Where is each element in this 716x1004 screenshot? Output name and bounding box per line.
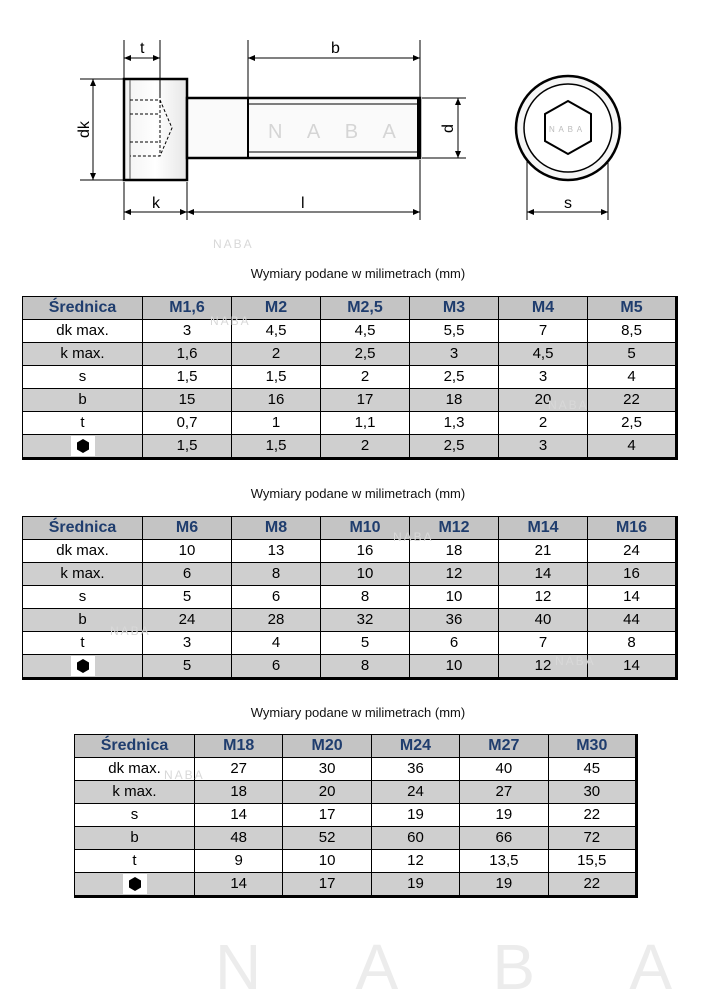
table-row — [75, 827, 637, 850]
table-cell: 44 — [588, 609, 677, 632]
header-size: M27 — [460, 735, 548, 758]
row-label: t — [75, 850, 195, 873]
table-cell: 16 — [232, 389, 321, 412]
table-cell: 36 — [410, 609, 499, 632]
dim-label-l: l — [301, 195, 305, 212]
row-label: k max. — [23, 343, 143, 366]
watermark-1: NABA — [210, 314, 251, 328]
table-cell: 1,5 — [143, 366, 232, 389]
table-row — [23, 366, 677, 389]
table-cell: 18 — [410, 540, 499, 563]
table-cell: 8 — [588, 632, 677, 655]
header-size: M1,6 — [143, 297, 232, 320]
table-cell: 36 — [371, 758, 459, 781]
table-row — [23, 563, 677, 586]
table-cell: 1,1 — [321, 412, 410, 435]
watermark-big: N A B A — [215, 931, 713, 1003]
dim-label-b: b — [331, 40, 340, 57]
row-label-hex-key — [75, 873, 195, 897]
table-cell: 27 — [460, 781, 548, 804]
header-size: M20 — [283, 735, 371, 758]
table-cell: 40 — [460, 758, 548, 781]
dimensions-table-3 — [74, 734, 638, 898]
table-cell: 13,5 — [460, 850, 548, 873]
table-cell: 40 — [499, 609, 588, 632]
table-cell: 3 — [499, 366, 588, 389]
table-cell: 2 — [232, 343, 321, 366]
table-cell: 52 — [283, 827, 371, 850]
table-cell: 5 — [321, 632, 410, 655]
dim-label-t: t — [140, 40, 145, 57]
table-cell: 48 — [195, 827, 283, 850]
table-cell: 3 — [410, 343, 499, 366]
table-cell: 5 — [588, 343, 677, 366]
row-label: t — [23, 632, 143, 655]
table-cell: 4,5 — [232, 320, 321, 343]
table-cell: 20 — [499, 389, 588, 412]
table-cell: 1,5 — [232, 366, 321, 389]
watermark-2: NABA — [548, 398, 589, 412]
table-cell: 1,5 — [143, 435, 232, 459]
table-cell: 8 — [321, 586, 410, 609]
table-cell: 12 — [371, 850, 459, 873]
header-diameter: Średnica — [23, 517, 143, 540]
table-cell: 4 — [588, 435, 677, 459]
table-cell: 8,5 — [588, 320, 677, 343]
table-cell: 15,5 — [548, 850, 636, 873]
header-diameter: Średnica — [75, 735, 195, 758]
header-size: M3 — [410, 297, 499, 320]
table-3-caption: Wymiary podane w milimetrach (mm) — [250, 705, 466, 720]
header-size: M18 — [195, 735, 283, 758]
hexagon-icon — [71, 656, 95, 676]
table-cell: 2 — [321, 435, 410, 459]
table-cell: 16 — [321, 540, 410, 563]
table-row — [75, 781, 637, 804]
hexagon-icon — [123, 874, 147, 894]
table-cell: 8 — [232, 563, 321, 586]
dimensions-table-1 — [22, 296, 678, 460]
table-cell: 10 — [283, 850, 371, 873]
table-cell: 8 — [321, 655, 410, 679]
table-cell: 18 — [410, 389, 499, 412]
table-cell: 22 — [548, 873, 636, 897]
header-size: M4 — [499, 297, 588, 320]
watermark-7: NABA — [213, 237, 254, 251]
table-cell: 10 — [143, 540, 232, 563]
table-row — [23, 343, 677, 366]
row-label: dk max. — [75, 758, 195, 781]
table-cell: 2 — [321, 366, 410, 389]
row-label: s — [23, 366, 143, 389]
header-size: M24 — [371, 735, 459, 758]
table-cell: 5 — [143, 586, 232, 609]
table-cell: 22 — [588, 389, 677, 412]
table-cell: 6 — [232, 655, 321, 679]
table-cell: 14 — [499, 563, 588, 586]
table-cell: 12 — [410, 563, 499, 586]
table-row — [23, 609, 677, 632]
table-cell: 14 — [588, 655, 677, 679]
table-cell: 2,5 — [588, 412, 677, 435]
hexagon-icon — [71, 436, 95, 456]
row-label-hex-key — [23, 655, 143, 679]
row-label-hex-key — [23, 435, 143, 459]
table-cell: 4,5 — [499, 343, 588, 366]
watermark-4: NABA — [110, 624, 151, 638]
table-cell: 14 — [195, 873, 283, 897]
dim-label-k: k — [152, 195, 160, 212]
table-cell: 1 — [232, 412, 321, 435]
table-cell: 17 — [283, 804, 371, 827]
row-label: b — [75, 827, 195, 850]
header-size: M14 — [499, 517, 588, 540]
dim-label-d: d — [440, 124, 457, 133]
header-size: M2 — [232, 297, 321, 320]
table-cell: 5 — [143, 655, 232, 679]
table-cell: 3 — [143, 632, 232, 655]
table-row — [23, 435, 677, 459]
table-cell: 60 — [371, 827, 459, 850]
table-header-row — [75, 735, 637, 758]
screw-head-side-view — [124, 79, 187, 180]
table-cell: 10 — [321, 563, 410, 586]
table-row — [75, 850, 637, 873]
row-label: s — [75, 804, 195, 827]
table-row — [23, 389, 677, 412]
table-cell: 30 — [283, 758, 371, 781]
table-cell: 19 — [371, 804, 459, 827]
dim-label-dk: dk — [76, 121, 93, 138]
table-cell: 10 — [410, 586, 499, 609]
table-cell: 17 — [321, 389, 410, 412]
table-row — [75, 758, 637, 781]
table-cell: 3 — [499, 435, 588, 459]
row-label: k max. — [75, 781, 195, 804]
table-row — [23, 632, 677, 655]
screw-technical-drawing — [0, 0, 716, 240]
table-cell: 21 — [499, 540, 588, 563]
header-size: M6 — [143, 517, 232, 540]
table-header-row — [23, 297, 677, 320]
table-cell: 27 — [195, 758, 283, 781]
table-cell: 16 — [588, 563, 677, 586]
drawing-watermark: N A B A — [268, 121, 406, 143]
table-cell: 19 — [460, 873, 548, 897]
table-row — [75, 804, 637, 827]
table-row — [75, 873, 637, 897]
header-size: M16 — [588, 517, 677, 540]
table-cell: 4 — [232, 632, 321, 655]
watermark-6: NABA — [164, 768, 205, 782]
table-cell: 7 — [499, 320, 588, 343]
table-cell: 1,3 — [410, 412, 499, 435]
header-size: M10 — [321, 517, 410, 540]
table-cell: 3 — [143, 320, 232, 343]
table-cell: 2,5 — [410, 366, 499, 389]
table-1-caption: Wymiary podane w milimetrach (mm) — [250, 266, 466, 281]
table-cell: 4 — [588, 366, 677, 389]
row-label: dk max. — [23, 540, 143, 563]
table-cell: 66 — [460, 827, 548, 850]
table-cell: 1,6 — [143, 343, 232, 366]
row-label: t — [23, 412, 143, 435]
table-cell: 0,7 — [143, 412, 232, 435]
table-cell: 14 — [195, 804, 283, 827]
table-cell: 28 — [232, 609, 321, 632]
table-cell: 30 — [548, 781, 636, 804]
table-row — [23, 586, 677, 609]
table-cell: 2,5 — [410, 435, 499, 459]
table-cell: 2 — [499, 412, 588, 435]
row-label: dk max. — [23, 320, 143, 343]
table-cell: 72 — [548, 827, 636, 850]
table-cell: 45 — [548, 758, 636, 781]
screw-head-end-view — [516, 76, 620, 180]
table-cell: 24 — [143, 609, 232, 632]
header-size: M5 — [588, 297, 677, 320]
table-cell: 22 — [548, 804, 636, 827]
table-cell: 1,5 — [232, 435, 321, 459]
table-cell: 6 — [232, 586, 321, 609]
header-size: M30 — [548, 735, 636, 758]
header-diameter: Średnica — [23, 297, 143, 320]
table-cell: 6 — [410, 632, 499, 655]
table-cell: 2,5 — [321, 343, 410, 366]
watermark-3: NABA — [393, 530, 434, 544]
header-size: M8 — [232, 517, 321, 540]
table-cell: 7 — [499, 632, 588, 655]
row-label: b — [23, 609, 143, 632]
table-cell: 32 — [321, 609, 410, 632]
header-size: M2,5 — [321, 297, 410, 320]
table-cell: 6 — [143, 563, 232, 586]
row-label: b — [23, 389, 143, 412]
table-cell: 18 — [195, 781, 283, 804]
table-cell: 19 — [460, 804, 548, 827]
table-cell: 14 — [588, 586, 677, 609]
header-size: M12 — [410, 517, 499, 540]
table-row — [23, 655, 677, 679]
table-cell: 17 — [283, 873, 371, 897]
end-view-watermark: N A B A — [549, 125, 584, 134]
table-cell: 4,5 — [321, 320, 410, 343]
watermark-5: NABA — [555, 654, 596, 668]
table-cell: 13 — [232, 540, 321, 563]
table-cell: 12 — [499, 655, 588, 679]
row-label: s — [23, 586, 143, 609]
table-cell: 12 — [499, 586, 588, 609]
table-cell: 20 — [283, 781, 371, 804]
table-2-caption: Wymiary podane w milimetrach (mm) — [250, 486, 466, 501]
table-row — [23, 540, 677, 563]
table-cell: 24 — [371, 781, 459, 804]
table-cell: 10 — [410, 655, 499, 679]
table-cell: 24 — [588, 540, 677, 563]
table-cell: 5,5 — [410, 320, 499, 343]
table-cell: 15 — [143, 389, 232, 412]
table-cell: 19 — [371, 873, 459, 897]
table-row — [23, 412, 677, 435]
dimensions-table-2 — [22, 516, 678, 680]
table-row — [23, 320, 677, 343]
row-label: k max. — [23, 563, 143, 586]
dim-label-s: s — [564, 195, 572, 212]
table-header-row — [23, 517, 677, 540]
table-cell: 9 — [195, 850, 283, 873]
